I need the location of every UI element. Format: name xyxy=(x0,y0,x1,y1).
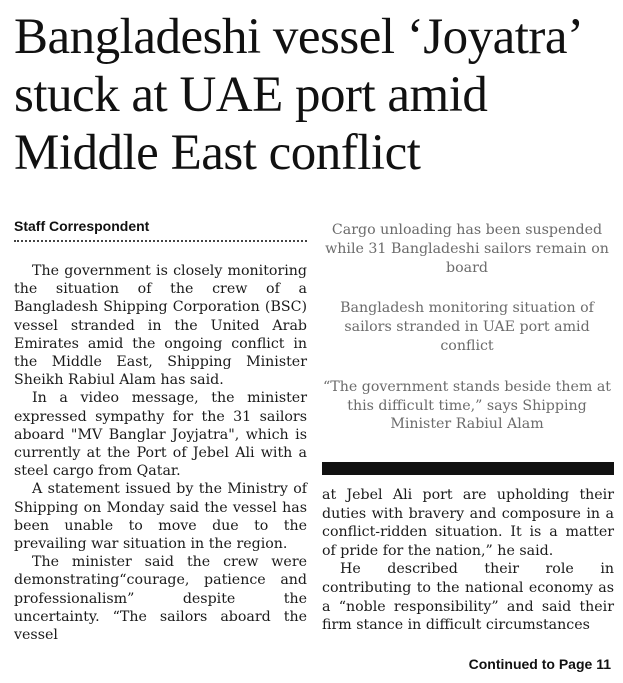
pull-quote: “The government stands beside them at this difficult time,” says Shipping Minister Rabiul Alam xyxy=(322,378,611,433)
body-paragraph: In a video message, the minister expressed sympathy for the 31 sailors aboard "MV Banglar Joyjatra", which is currently at the Port of Jebel Ali with a steel cargo from Qatar. xyxy=(14,390,307,480)
continued-jump-line: Continued to Page 11 xyxy=(468,656,611,672)
body-paragraph: at Jebel Ali port are upholding their duties with bravery and composure in a conflict-ridden situation. It is a matter of pride for the nation,” he said. xyxy=(322,487,614,559)
body-paragraph: He described their role in contributing to the national economy as a “noble responsibility” and said their firm stance in difficult circumstances xyxy=(322,561,614,634)
right-column xyxy=(322,486,614,635)
section-divider-bar xyxy=(322,462,614,475)
pull-quotes xyxy=(322,221,612,456)
body-paragraph: The minister said the crew were demonstrating“courage, patience and professionalism” despite the uncertainty. “The sailors aboard the vessel xyxy=(14,554,307,644)
byline-divider xyxy=(14,240,307,242)
byline: Staff Correspondent xyxy=(14,218,150,234)
left-column xyxy=(14,262,307,644)
body-paragraph: A statement issued by the Ministry of Shipping on Monday said the vessel has been unable to move due to the prevailing war situation in the region. xyxy=(14,481,307,553)
pull-quote: Bangladesh monitoring situation of sailors stranded in UAE port amid conflict xyxy=(340,300,594,354)
pull-quote: Cargo unloading has been suspended while 31 Bangladeshi sailors remain on board xyxy=(325,222,609,276)
body-paragraph: The government is closely monitoring the situation of the crew of a Bangladesh Shipping Corporation (BSC) vessel stranded in the United Arab Emirates amid the ongoing conflict in the Middle East, Shipping Minister Sheikh Rabiul Alam has said. xyxy=(14,263,307,389)
headline: Bangladeshi vessel ‘Joyatra’ stuck at UAE port amid Middle East conflict xyxy=(14,9,580,181)
